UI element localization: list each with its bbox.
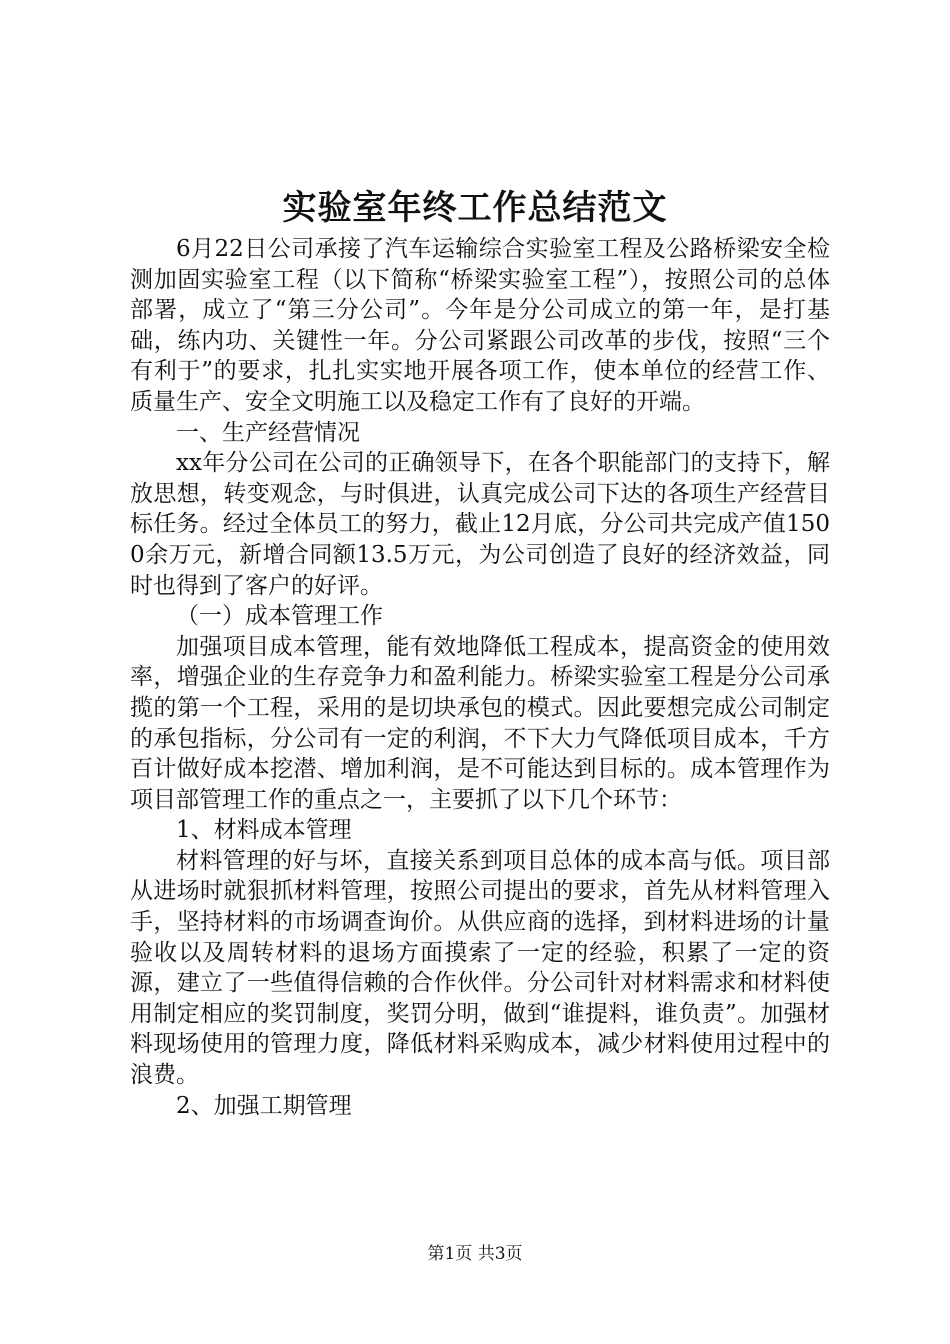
- document-body: [130, 234, 830, 1121]
- production-paragraph: xx年分公司在公司的正确领导下，在各个职能部门的支持下，解放思想，转变观念，与时俱进，认真完成公司下达的各项生产经营目标任务。经过全体员工的努力，截止12月底，分公司共完成产值1500余万元，新增合同额13.5万元，为公司创造了良好的经济效益，同时也得到了客户的好评。: [130, 450, 830, 599]
- page-footer: 第1页 共3页: [427, 1244, 523, 1264]
- subsection-heading-cost: （一）成本管理工作: [176, 603, 383, 630]
- item-heading-schedule: 2、加强工期管理: [176, 1092, 352, 1119]
- section-heading-production: 一、生产经营情况: [176, 419, 360, 446]
- cost-paragraph: 加强项目成本管理，能有效地降低工程成本，提高资金的使用效率，增强企业的生存竞争力和盈利能力。桥梁实验室工程是分公司承揽的第一个工程，采用的是切块承包的模式。因此要想完成公司制定的承包指标，分公司有一定的利润，不下大力气降低项目成本，千方百计做好成本挖潜、增加利润，是不可能达到目标的。成本管理作为项目部管理工作的重点之一，主要抓了以下几个环节：: [130, 633, 830, 813]
- material-paragraph: 材料管理的好与坏，直接关系到项目总体的成本高与低。项目部从进场时就狠抓材料管理，按照公司提出的要求，首先从材料管理入手，坚持材料的市场调查询价。从供应商的选择，到材料进场的计量验收以及周转材料的退场方面摸索了一定的经验，积累了一定的资源，建立了一些值得信赖的合作伙伴。分公司针对材料需求和材料使用制定相应的奖罚制度，奖罚分明，做到“谁提料，谁负责”。加强材料现场使用的管理力度，降低材料采购成本，减少材料使用过程中的浪费。: [130, 847, 830, 1089]
- item-heading-material: 1、材料成本管理: [176, 817, 352, 844]
- intro-paragraph: 6月22日公司承接了汽车运输综合实验室工程及公路桥梁安全检测加固实验室工程（以下简称“桥梁实验室工程”），按照公司的总体部署，成立了“第三分公司”。今年是分公司成立的第一年，是打基础，练内功、关键性一年。分公司紧跟公司改革的步伐，按照“三个有利于”的要求，扎扎实实地开展各项工作，使本单位的经营工作、质量生产、安全文明施工以及稳定工作有了良好的开端。: [130, 236, 830, 415]
- page-title: 实验室年终工作总结范文: [282, 188, 668, 228]
